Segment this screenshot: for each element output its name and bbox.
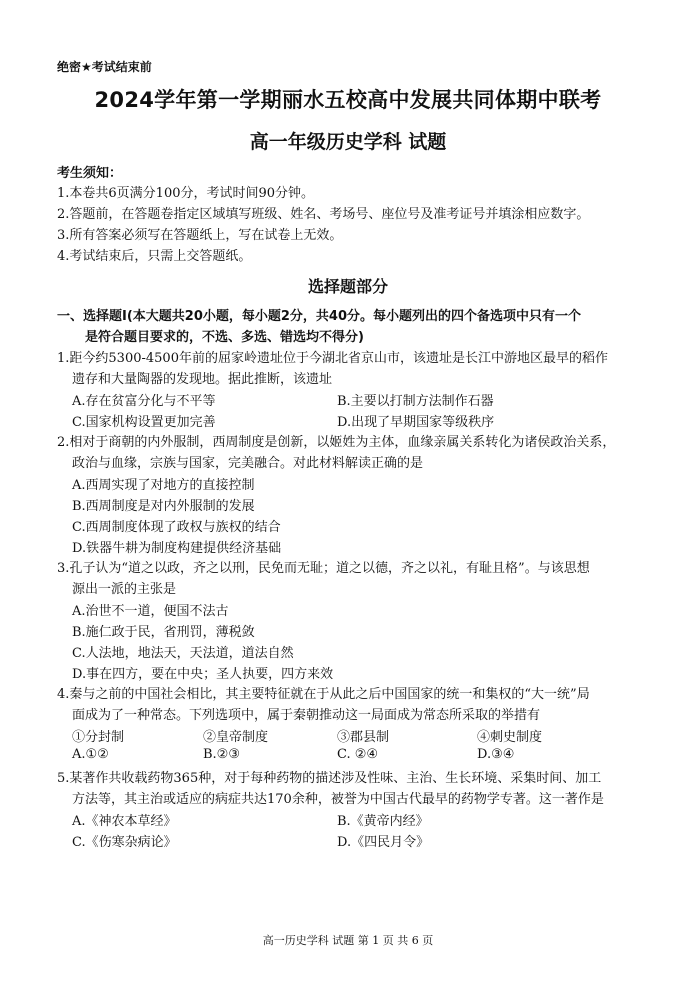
q3-option-a: A.治世不一道，便国不法古	[72, 604, 229, 619]
stem-line: 政治与血缘，宗族与国家，完美融合。对此材料解读正确的是	[72, 456, 424, 471]
page-footer: 高一历史学科 试题 第 1 页 共 6 页	[262, 934, 434, 947]
stem-line: 4.秦与之前的中国社会相比，其主要特征就在于从此之后中国国家的统一和集权的“大一统”局	[57, 687, 590, 702]
q5-option-b: B.《黄帝内经》	[337, 814, 429, 829]
stem-line: 5.某著作共收载药物365种，对于每种药物的描述涉及性味、主治、生长环境、采集时间、加工	[57, 771, 602, 786]
notice-item: 4.考试结束后，只需上交答题纸。	[57, 249, 252, 264]
q2-option-d: D.铁器牛耕为制度构建提供经济基础	[72, 541, 282, 556]
q3-option-c: C.人法地，地法天，天法道，道法自然	[72, 646, 294, 661]
q4-option-d: D.③④	[477, 747, 515, 762]
secret-mark: 绝密★考试结束前	[57, 60, 152, 74]
question-3-stem	[57, 558, 647, 600]
notice-item: 2.答题前，在答题卷指定区域填写班级、姓名、考场号、座位号及准考证号并填涂相应数字。	[57, 207, 590, 222]
notice-item: 3.所有答案必须写在答题纸上，写在试卷上无效。	[57, 228, 343, 243]
part-heading-line2: 是符合题目要求的，不选、多选、错选均不得分)	[85, 330, 364, 345]
q5-option-d: D.《四民月令》	[337, 835, 430, 850]
question-2-stem	[57, 432, 647, 474]
stem-line: 遗存和大量陶器的发现地。据此推断，该遗址	[72, 372, 333, 387]
exam-title: 2024学年第一学期丽水五校高中发展共同体期中联考	[94, 88, 602, 112]
q3-option-d: D.事在四方，要在中央；圣人执要，四方来效	[72, 667, 334, 682]
stem-line: 源出一派的主张是	[72, 582, 177, 597]
q4-item-4: ④刺史制度	[477, 730, 543, 745]
part-heading-line1: 一、选择题Ⅰ(本大题共20小题，每小题2分，共40分。每小题列出的四个备选项中只有一个	[57, 309, 582, 324]
q1-option-c: C.国家机构设置更加完善	[72, 415, 216, 430]
exam-subtitle: 高一年级历史学科 试题	[249, 131, 447, 153]
q2-option-b: B.西周制度是对内外服制的发展	[72, 499, 255, 514]
q1-option-b: B.主要以打制方法制作石器	[337, 394, 494, 409]
question-5-stem	[57, 768, 647, 810]
notice-heading: 考生须知：	[57, 166, 123, 181]
stem-line: 3.孔子认为“道之以政，齐之以刑，民免而无耻；道之以德，齐之以礼，有耻且格”。与该思想	[57, 561, 590, 576]
q5-option-c: C.《伤寒杂病论》	[72, 835, 177, 850]
stem-line: 1.距今约5300-4500年前的屈家岭遗址位于今湖北省京山市，该遗址是长江中游地区最早的稻作	[57, 351, 608, 366]
question-1-stem	[57, 348, 647, 390]
q4-item-2: ②皇帝制度	[203, 730, 269, 745]
stem-line: 方法等，其主治或适应的病症共达170余种，被誉为中国古代最早的药物学专著。这一著作是	[72, 792, 604, 807]
q3-option-b: B.施仁政于民，省刑罚，薄税敛	[72, 625, 255, 640]
q4-option-b: B.②③	[203, 747, 240, 762]
q5-option-a: A.《神农本草经》	[72, 814, 177, 829]
q1-option-d: D.出现了早期国家等级秩序	[337, 415, 495, 430]
q4-option-a: A.①②	[72, 747, 109, 762]
notice-item: 1.本卷共6页满分100分，考试时间90分钟。	[57, 186, 315, 201]
stem-line: 面成为了一种常态。下列选项中，属于秦朝推动这一局面成为常态所采取的举措有	[72, 708, 541, 723]
stem-line: 2.相对于商朝的内外服制，西周制度是创新，以姬姓为主体，血缘亲属关系转化为诸侯政治关系，	[57, 435, 616, 450]
part-heading	[57, 306, 647, 348]
q2-option-c: C.西周制度体现了政权与族权的结合	[72, 520, 281, 535]
q4-item-3: ③郡县制	[337, 730, 390, 745]
q2-option-a: A.西周实现了对地方的直接控制	[72, 478, 255, 493]
q1-option-a: A.存在贫富分化与不平等	[72, 394, 216, 409]
question-4-stem	[57, 684, 647, 726]
q4-item-1: ①分封制	[72, 730, 125, 745]
section-title: 选择题部分	[307, 277, 388, 296]
q4-option-c: C. ②④	[337, 747, 379, 762]
